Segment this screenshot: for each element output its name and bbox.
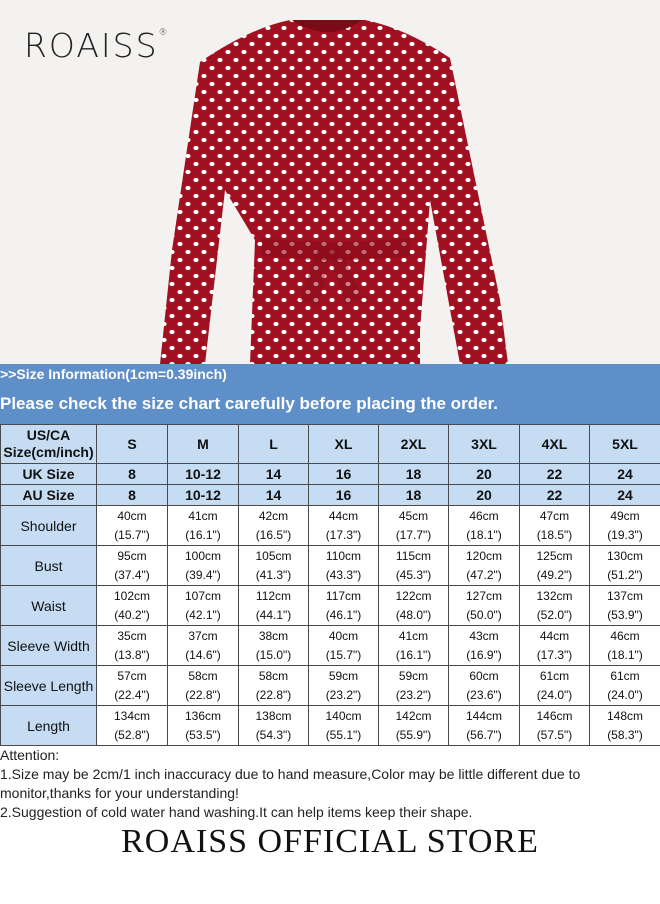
table-cell: 58cm (22.8"): [168, 666, 239, 706]
row-label: Waist: [1, 586, 97, 626]
table-cell: 58cm (22.8"): [239, 666, 309, 706]
table-cell: 42cm (16.5"): [239, 506, 309, 546]
shoulder-row: [1, 506, 660, 546]
au-size-label: AU Size: [1, 485, 97, 506]
sleeve-length-row: [1, 666, 660, 706]
table-cell: 115cm (45.3"): [379, 546, 449, 586]
table-cell: 60cm (23.6"): [449, 666, 520, 706]
row-label: Sleeve Length: [1, 666, 97, 706]
table-cell: 46cm (18.1"): [449, 506, 520, 546]
us-size: 4XL: [520, 425, 590, 464]
table-cell: 112cm (44.1"): [239, 586, 309, 626]
uk-size: 8: [97, 464, 168, 485]
table-cell: 127cm (50.0"): [449, 586, 520, 626]
table-cell: 144cm (56.7"): [449, 706, 520, 746]
uk-size-row: [1, 464, 660, 485]
table-cell: 43cm (16.9"): [449, 626, 520, 666]
us-size-row: [1, 425, 660, 464]
table-cell: 110cm (43.3"): [309, 546, 379, 586]
size-header-cell: US/CA Size(cm/inch): [1, 425, 97, 464]
table-cell: 148cm (58.3"): [590, 706, 660, 746]
us-size: L: [239, 425, 309, 464]
table-cell: 146cm (57.5"): [520, 706, 590, 746]
au-size: 16: [309, 485, 379, 506]
attention-notes: [0, 746, 660, 822]
table-cell: 40cm (15.7"): [97, 506, 168, 546]
row-label: Shoulder: [1, 506, 97, 546]
length-row: [1, 706, 660, 746]
au-size: 14: [239, 485, 309, 506]
table-cell: 38cm (15.0"): [239, 626, 309, 666]
row-label: Sleeve Width: [1, 626, 97, 666]
sleeve-width-row: [1, 626, 660, 666]
row-label: Bust: [1, 546, 97, 586]
table-cell: 46cm (18.1"): [590, 626, 660, 666]
us-size: 2XL: [379, 425, 449, 464]
table-cell: 134cm (52.8"): [97, 706, 168, 746]
uk-size: 14: [239, 464, 309, 485]
attention-line-2: 2.Suggestion of cold water hand washing.It can help items keep their shape.: [0, 804, 473, 820]
waist-row: [1, 586, 660, 626]
product-photo: [0, 0, 660, 364]
attention-line-1: 1.Size may be 2cm/1 inch inaccuracy due to hand measure,Color may be little different due to monitor,thanks for your understanding!: [0, 766, 581, 801]
table-cell: 125cm (49.2"): [520, 546, 590, 586]
table-cell: 95cm (37.4"): [97, 546, 168, 586]
us-size: 5XL: [590, 425, 660, 464]
uk-size: 16: [309, 464, 379, 485]
table-cell: 142cm (55.9"): [379, 706, 449, 746]
au-size-row: [1, 485, 660, 506]
table-cell: 59cm (23.2"): [309, 666, 379, 706]
au-size: 10-12: [168, 485, 239, 506]
table-cell: 136cm (53.5"): [168, 706, 239, 746]
table-cell: 107cm (42.1"): [168, 586, 239, 626]
us-size: S: [97, 425, 168, 464]
au-size: 18: [379, 485, 449, 506]
table-cell: 138cm (54.3"): [239, 706, 309, 746]
table-cell: 49cm (19.3"): [590, 506, 660, 546]
size-check-notice: Please check the size chart carefully before placing the order.: [0, 394, 498, 413]
table-cell: 44cm (17.3"): [520, 626, 590, 666]
table-cell: 122cm (48.0"): [379, 586, 449, 626]
table-cell: 59cm (23.2"): [379, 666, 449, 706]
au-size: 8: [97, 485, 168, 506]
us-size: 3XL: [449, 425, 520, 464]
size-chart-table: [0, 424, 660, 746]
table-cell: 130cm (51.2"): [590, 546, 660, 586]
uk-size: 10-12: [168, 464, 239, 485]
uk-size: 20: [449, 464, 520, 485]
table-cell: 47cm (18.5"): [520, 506, 590, 546]
table-cell: 45cm (17.7"): [379, 506, 449, 546]
table-cell: 102cm (40.2"): [97, 586, 168, 626]
table-cell: 57cm (22.4"): [97, 666, 168, 706]
table-cell: 105cm (41.3"): [239, 546, 309, 586]
size-info-title: >>Size Information(1cm=0.39inch): [0, 366, 227, 382]
uk-size: 22: [520, 464, 590, 485]
brand-logo: ROAISS®: [24, 26, 170, 65]
uk-size: 24: [590, 464, 660, 485]
table-cell: 44cm (17.3"): [309, 506, 379, 546]
bust-row: [1, 546, 660, 586]
table-cell: 41cm (16.1"): [168, 506, 239, 546]
table-cell: 140cm (55.1"): [309, 706, 379, 746]
store-name: ROAISS OFFICIAL STORE: [121, 823, 539, 860]
table-cell: 132cm (52.0"): [520, 586, 590, 626]
uk-size-label: UK Size: [1, 464, 97, 485]
us-size: XL: [309, 425, 379, 464]
us-size: M: [168, 425, 239, 464]
table-cell: 41cm (16.1"): [379, 626, 449, 666]
au-size: 24: [590, 485, 660, 506]
table-cell: 61cm (24.0"): [520, 666, 590, 706]
table-cell: 137cm (53.9"): [590, 586, 660, 626]
table-cell: 35cm (13.8"): [97, 626, 168, 666]
attention-title: Attention:: [0, 747, 60, 763]
table-cell: 40cm (15.7"): [309, 626, 379, 666]
table-cell: 117cm (46.1"): [309, 586, 379, 626]
table-cell: 100cm (39.4"): [168, 546, 239, 586]
uk-size: 18: [379, 464, 449, 485]
table-cell: 61cm (24.0"): [590, 666, 660, 706]
au-size: 20: [449, 485, 520, 506]
table-cell: 120cm (47.2"): [449, 546, 520, 586]
table-cell: 37cm (14.6"): [168, 626, 239, 666]
au-size: 22: [520, 485, 590, 506]
row-label: Length: [1, 706, 97, 746]
